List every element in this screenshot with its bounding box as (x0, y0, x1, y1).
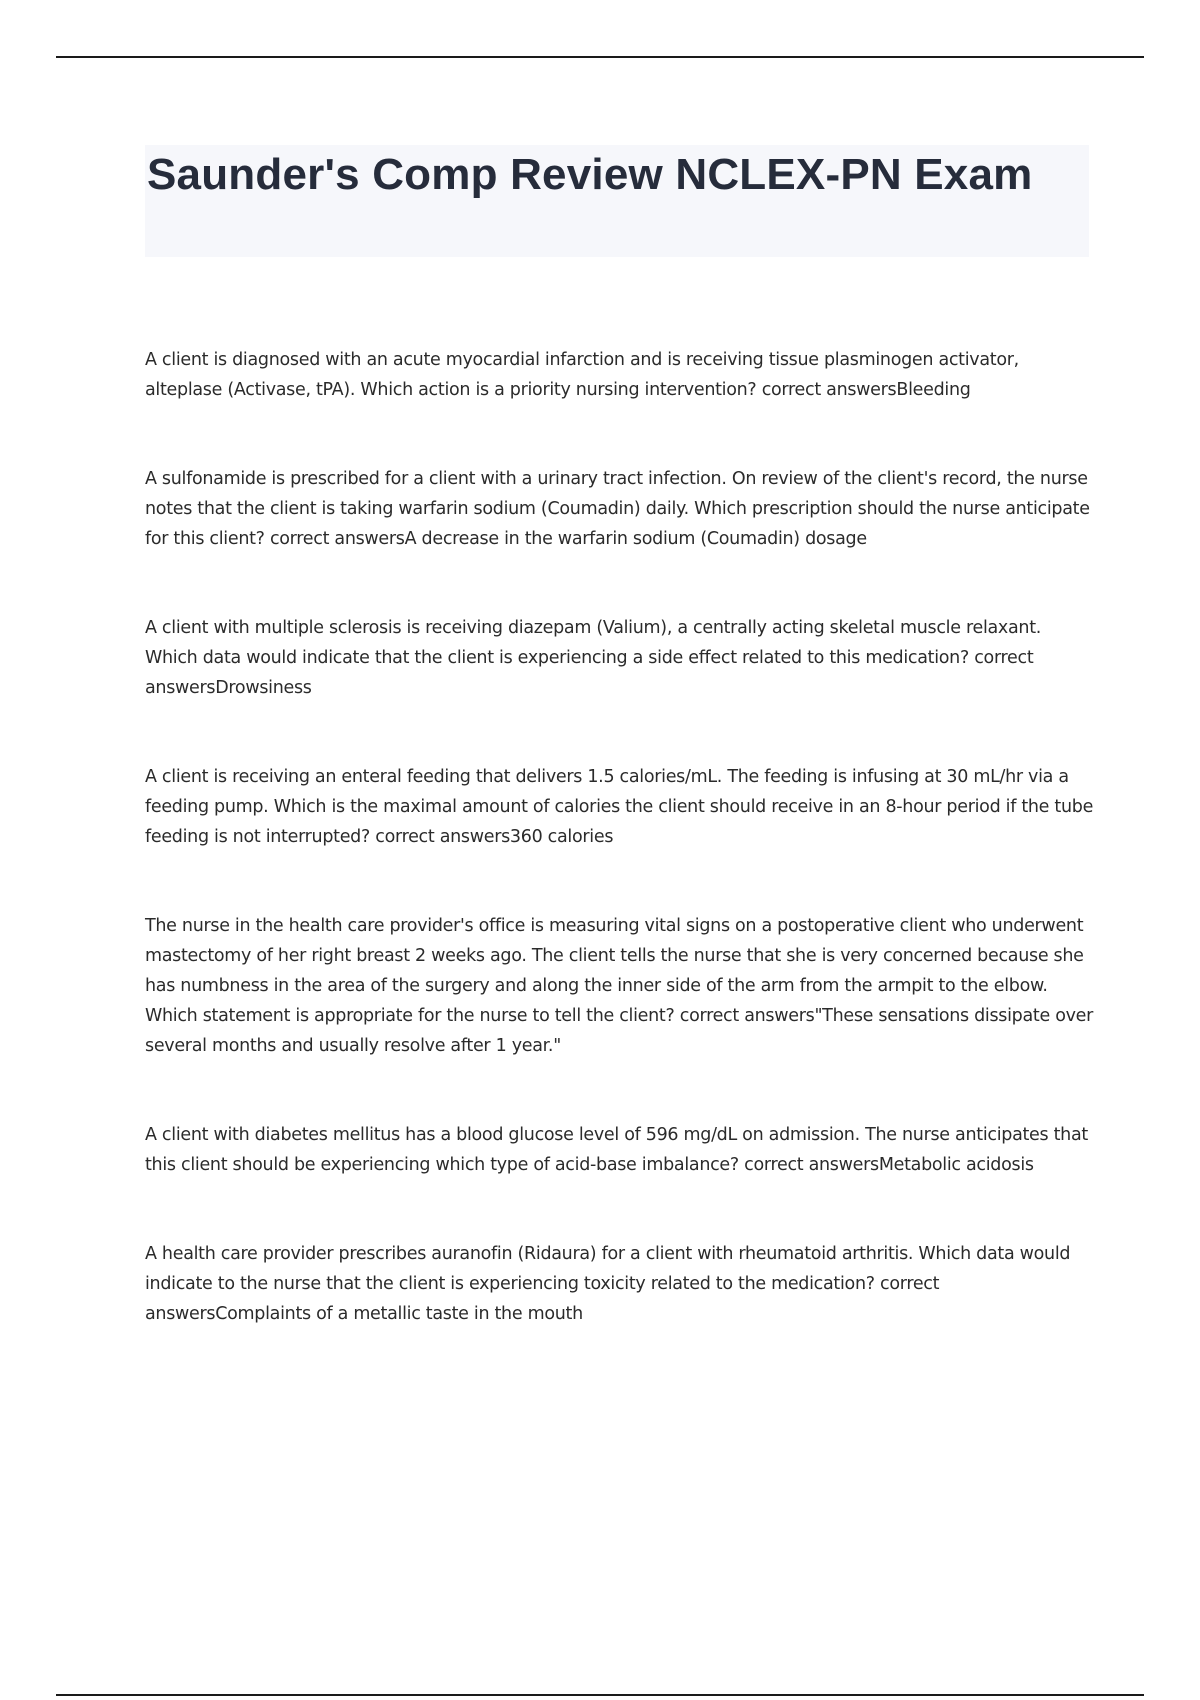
answer-text: "These sensations dissipate over several months and usually resolve after 1 year." (145, 1006, 1094, 1056)
footer-divider (56, 1694, 1144, 1696)
question-text: A health care provider prescribes auranofin (Ridaura) for a client with rheumatoid arthritis. Which data would indicate to the nurse that the client is experiencing toxicity related to the medication? (145, 1244, 1071, 1294)
answer-text: Metabolic acidosis (878, 1155, 1034, 1175)
answer-label: correct answers (744, 1155, 879, 1175)
answer-text: A decrease in the warfarin sodium (Coumadin) dosage (404, 529, 867, 549)
answer-label: correct answers (375, 827, 510, 847)
answer-label: correct answers (269, 529, 405, 549)
question-text: A client is receiving an enteral feeding that delivers 1.5 calories/mL. The feeding is infusing at 30 mL/hr via a feeding pump. Which is the maximal amount of calories the client should receive in an 8-hour period if the tube feeding is not interrupted? (145, 767, 1094, 847)
answer-label: correct answers (145, 648, 1034, 698)
qa-item-6 (145, 1120, 1095, 1180)
title-banner (145, 145, 1089, 257)
page-title: Saunder's Comp Review NCLEX-PN Exam (147, 150, 1033, 199)
question-text: The nurse in the health care provider's office is measuring vital signs on a postoperative client who underwent mastectomy of her right breast 2 weeks ago. The client tells the nurse that she is very concerned because she has numbness in the area of the surgery and along the inner side of the arm from the armpit to the elbow. Which statement is appropriate for the nurse to tell the client? (145, 916, 1084, 1026)
question-text: A client with diabetes mellitus has a blood glucose level of 596 mg/dL on admission. The nurse anticipates that this client should be experiencing which type of acid-base imbalance? (145, 1125, 1088, 1175)
question-text: A client with multiple sclerosis is receiving diazepam (Valium), a centrally acting skeletal muscle relaxant. Which data would indicate that the client is experiencing a side effect related to this medication? (145, 618, 1042, 668)
qa-item-1 (145, 345, 1095, 405)
qa-list (145, 345, 1095, 1329)
qa-item-2 (145, 464, 1095, 554)
answer-text: Drowsiness (215, 678, 312, 698)
question-text: A client is diagnosed with an acute myocardial infarction and is receiving tissue plasminogen activator, alteplase (Activase, tPA). Which action is a priority nursing intervention? (145, 350, 1019, 400)
header-divider (56, 56, 1144, 58)
answer-label: correct answers (145, 1274, 940, 1324)
answer-label: correct answers (679, 1006, 815, 1026)
answer-text: Bleeding (896, 380, 971, 400)
qa-item-4 (145, 762, 1095, 852)
answer-text: Complaints of a metallic taste in the mouth (215, 1304, 583, 1324)
answer-label: correct answers (761, 380, 897, 400)
answer-text: 360 calories (509, 827, 614, 847)
qa-item-5 (145, 911, 1095, 1061)
question-text: A sulfonamide is prescribed for a client with a urinary tract infection. On review of the client's record, the nurse notes that the client is taking warfarin sodium (Coumadin) daily. Which prescription should the nurse anticipate for this client? (145, 469, 1090, 549)
qa-item-7 (145, 1239, 1095, 1329)
qa-item-3 (145, 613, 1095, 703)
